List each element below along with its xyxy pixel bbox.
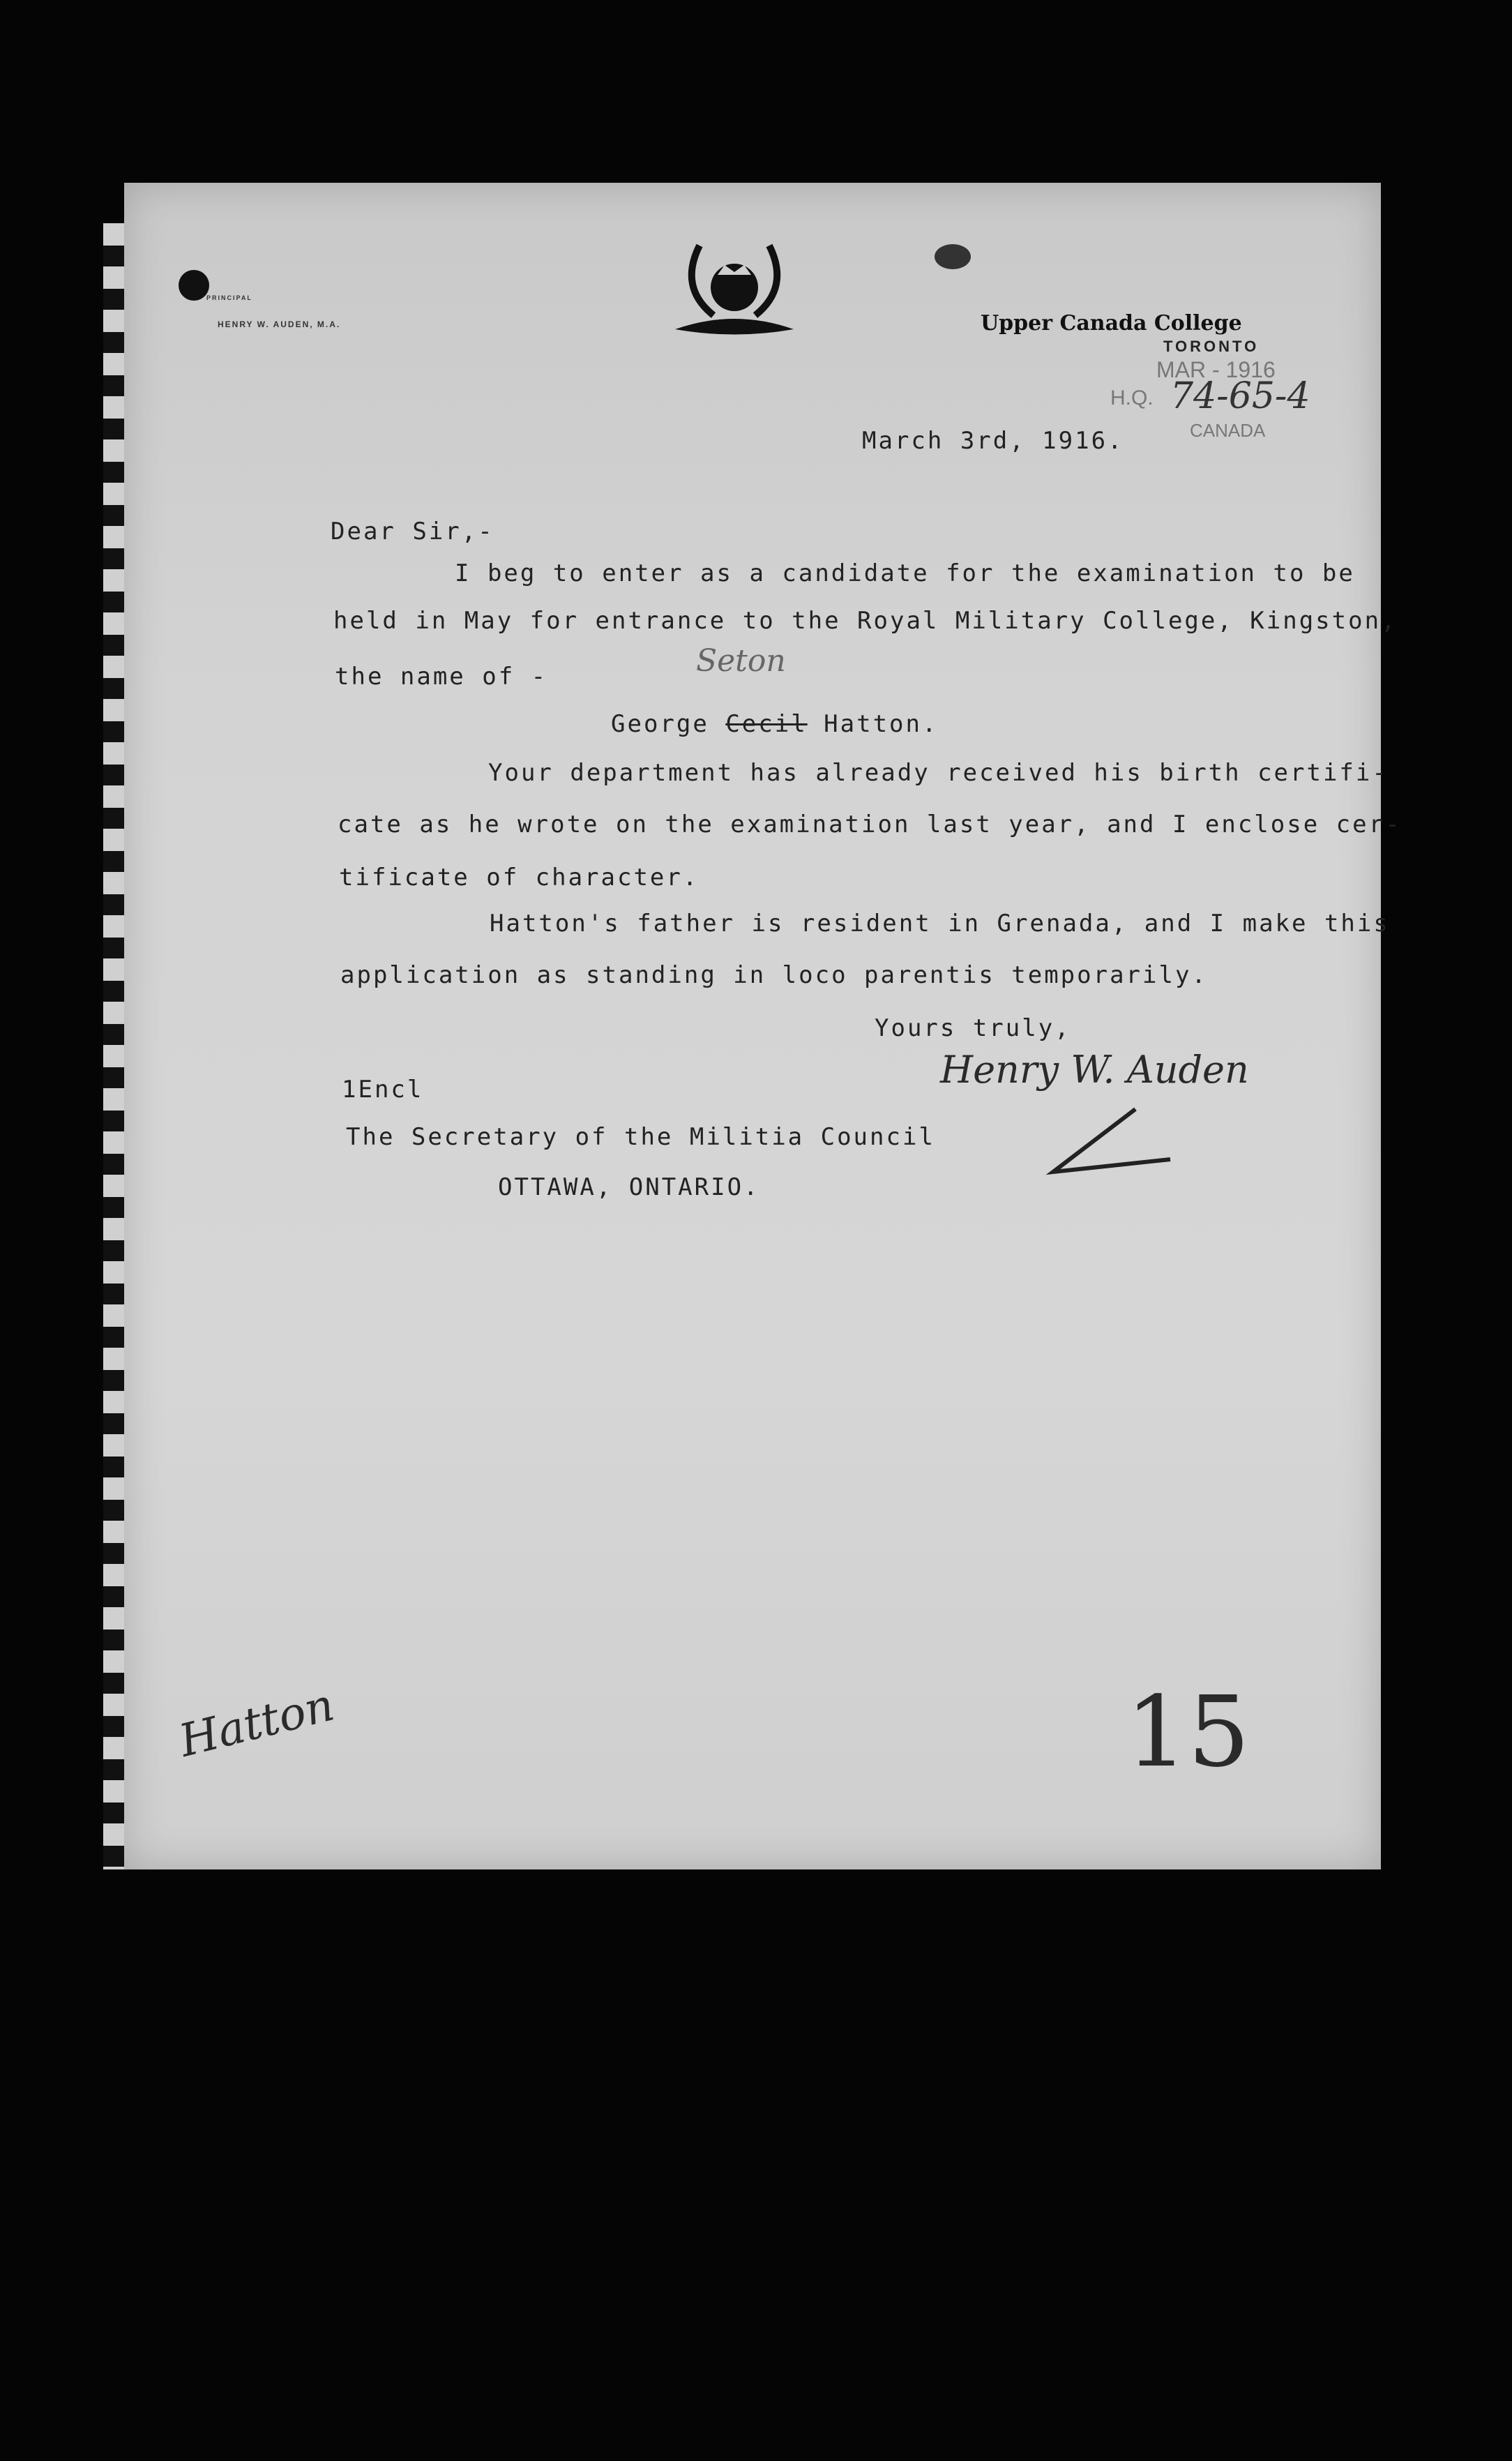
signature: Henry W. Auden — [940, 1048, 1249, 1092]
addressee-line-1: The Secretary of the Militia Council — [346, 1123, 935, 1151]
letter-date: March 3rd, 1916. — [862, 427, 1124, 455]
letterhead-principal-name: HENRY W. AUDEN, M.A. — [218, 319, 341, 329]
received-stamp-office: H.Q. — [1110, 386, 1154, 409]
candidate-name — [611, 710, 938, 738]
institution-city: TORONTO — [1163, 338, 1260, 355]
candidate-first-name: George — [611, 710, 709, 738]
paragraph-2-line-3: tificate of character. — [339, 864, 700, 891]
candidate-last-name: Hatton. — [824, 710, 939, 738]
paragraph-2-line-2: cate as he wrote on the examination last year, and I enclose cer- — [338, 811, 1402, 838]
salutation: Dear Sir,- — [331, 518, 494, 545]
addressee-line-2: OTTAWA, ONTARIO. — [498, 1173, 760, 1201]
college-crest-icon — [672, 232, 797, 343]
institution-name: Upper Canada College — [981, 311, 1242, 336]
paragraph-1-line-2: held in May for entrance to the Royal Military College, Kingston, — [333, 607, 1398, 635]
paragraph-3-line-2: application as standing in loco parentis temporarily. — [340, 961, 1208, 989]
paragraph-1-line-1: I beg to enter as a candidate for the examination to be — [455, 559, 1355, 587]
received-stamp-reference: 74-65-4 — [1170, 375, 1310, 417]
enclosure-note: 1Encl — [342, 1076, 424, 1104]
candidate-struck-name: Cecil — [725, 710, 808, 738]
signature-flourish — [1045, 1104, 1184, 1184]
ink-blot — [935, 244, 971, 269]
paragraph-2-line-1: Your department has already received his birth certifi- — [488, 759, 1389, 787]
page-number-annotation: 15 — [1126, 1676, 1250, 1789]
paragraph-1-line-3: the name of - — [335, 663, 548, 691]
name-correction: Seton — [696, 643, 786, 679]
received-stamp-date: MAR - 1916 — [1156, 357, 1276, 382]
margin-name-annotation: Hatton — [174, 1679, 340, 1768]
closing: Yours truly, — [875, 1014, 1071, 1042]
received-stamp-country: CANADA — [1190, 420, 1266, 441]
letterhead-seal-dot — [179, 270, 209, 301]
letterhead-principal-label: PRINCIPAL — [206, 294, 252, 301]
paragraph-3-line-1: Hatton's father is resident in Grenada, and I make this — [490, 910, 1390, 938]
letter-sheet — [124, 183, 1402, 1869]
